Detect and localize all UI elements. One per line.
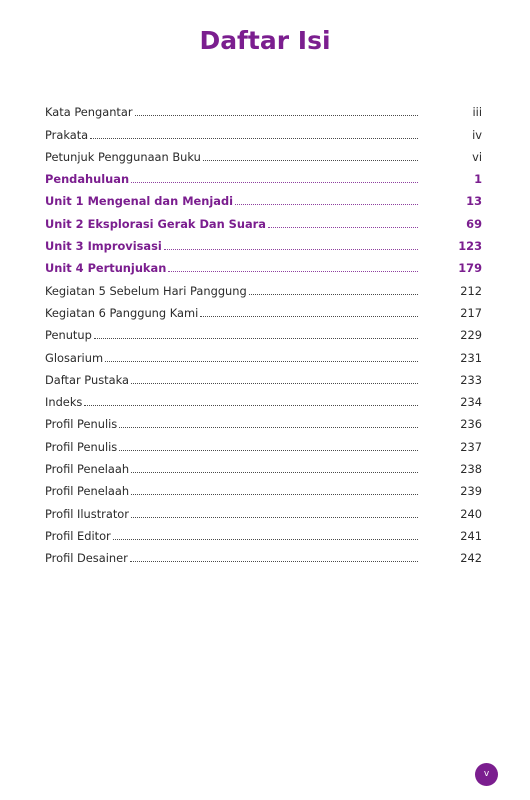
toc-entry-label: Petunjuk Penggunaan Buku: [45, 149, 201, 164]
toc-entry-label: Profil Desainer: [45, 551, 128, 566]
toc-entry-label: Daftar Pustaka: [45, 372, 129, 387]
toc-entry-label: Unit 4 Pertunjukan: [45, 261, 167, 276]
toc-entry[interactable]: [45, 365, 482, 387]
toc-entry-page: 233: [460, 372, 482, 387]
toc-entry[interactable]: [45, 97, 482, 119]
toc-entry-page: 234: [460, 395, 482, 410]
toc-entry-page: 239: [460, 484, 482, 499]
toc-entry-page: 179: [458, 261, 482, 276]
toc-entry[interactable]: [45, 476, 482, 498]
toc-entry-label: Prakata: [45, 127, 89, 142]
toc-entry-label: Profil Penulis: [45, 417, 118, 432]
toc-entry[interactable]: [45, 208, 482, 230]
dot-leader: [168, 270, 418, 272]
toc-entry-page: 217: [460, 305, 482, 320]
toc-entry[interactable]: [45, 231, 482, 253]
toc-entry-page: 123: [458, 239, 482, 254]
toc-entry-page: 212: [460, 283, 482, 298]
toc-entry-label: Profil Penelaah: [45, 484, 130, 499]
dot-leader: [200, 315, 418, 317]
toc-entry[interactable]: [45, 543, 482, 565]
toc-entry-page: vi: [472, 149, 482, 164]
toc-entry-page: 242: [460, 551, 482, 566]
toc-entry-label: Unit 1 Mengenal dan Menjadi: [45, 194, 234, 209]
dot-leader: [113, 538, 418, 540]
toc-entry[interactable]: [45, 431, 482, 453]
dot-leader: [203, 159, 418, 161]
toc-entry-page: 13: [466, 194, 482, 209]
toc-entry-label: Profil Ilustrator: [45, 506, 129, 521]
dot-leader: [249, 293, 418, 295]
toc-entry-label: Indeks: [45, 395, 83, 410]
dot-leader: [119, 449, 418, 451]
dot-leader: [131, 471, 418, 473]
toc-entry-label: Profil Penulis: [45, 439, 118, 454]
toc-entry[interactable]: [45, 454, 482, 476]
toc-entry[interactable]: [45, 387, 482, 409]
toc-entry-label: Profil Penelaah: [45, 462, 130, 477]
toc-entry-page: 229: [460, 328, 482, 343]
toc-entry-page: 236: [460, 417, 482, 432]
toc-entry-page: 241: [460, 528, 482, 543]
toc-entry-label: Unit 3 Improvisasi: [45, 239, 162, 254]
dot-leader: [131, 516, 418, 518]
toc-entry[interactable]: [45, 253, 482, 275]
toc-entry[interactable]: [45, 275, 482, 297]
toc-entry-page: 238: [460, 462, 482, 477]
toc-entry-label: Penutup: [45, 328, 92, 343]
toc-entry-page: 69: [466, 216, 482, 231]
toc-entry-label: Unit 2 Eksplorasi Gerak Dan Suara: [45, 216, 266, 231]
toc-entry[interactable]: [45, 498, 482, 520]
dot-leader: [105, 360, 418, 362]
toc-entry[interactable]: [45, 119, 482, 141]
toc-entry-label: Pendahuluan: [45, 172, 130, 187]
toc-entry[interactable]: [45, 409, 482, 431]
page-number-badge: v: [475, 763, 498, 786]
toc-entry-page: 231: [460, 350, 482, 365]
toc-entry-label: Kegiatan 6 Panggung Kami: [45, 305, 199, 320]
dot-leader: [131, 493, 418, 495]
toc-entry-page: iii: [472, 105, 482, 120]
toc-entry[interactable]: [45, 320, 482, 342]
toc-entry-label: Glosarium: [45, 350, 104, 365]
toc-entry[interactable]: [45, 164, 482, 186]
page-title: Daftar Isi: [199, 26, 331, 55]
toc-entry-label: Kegiatan 5 Sebelum Hari Panggung: [45, 283, 247, 298]
dot-leader: [268, 226, 418, 228]
toc-entry-page: 240: [460, 506, 482, 521]
dot-leader: [94, 337, 418, 339]
dot-leader: [164, 248, 418, 250]
toc-entry[interactable]: [45, 142, 482, 164]
toc-entry-label: Kata Pengantar: [45, 105, 133, 120]
toc-entry-page: iv: [472, 127, 482, 142]
toc-entry-label: Profil Editor: [45, 528, 111, 543]
dot-leader: [235, 203, 418, 205]
dot-leader: [131, 382, 418, 384]
toc-entry-page: 237: [460, 439, 482, 454]
toc-entry-page: 1: [474, 172, 482, 187]
toc-entry[interactable]: [45, 521, 482, 543]
dot-leader: [84, 404, 418, 406]
toc-entry[interactable]: [45, 342, 482, 364]
dot-leader: [131, 181, 418, 183]
dot-leader: [135, 114, 418, 116]
dot-leader: [119, 426, 418, 428]
table-of-contents: [45, 97, 482, 565]
toc-entry[interactable]: [45, 298, 482, 320]
dot-leader: [130, 560, 418, 562]
dot-leader: [90, 137, 418, 139]
toc-entry[interactable]: [45, 186, 482, 208]
